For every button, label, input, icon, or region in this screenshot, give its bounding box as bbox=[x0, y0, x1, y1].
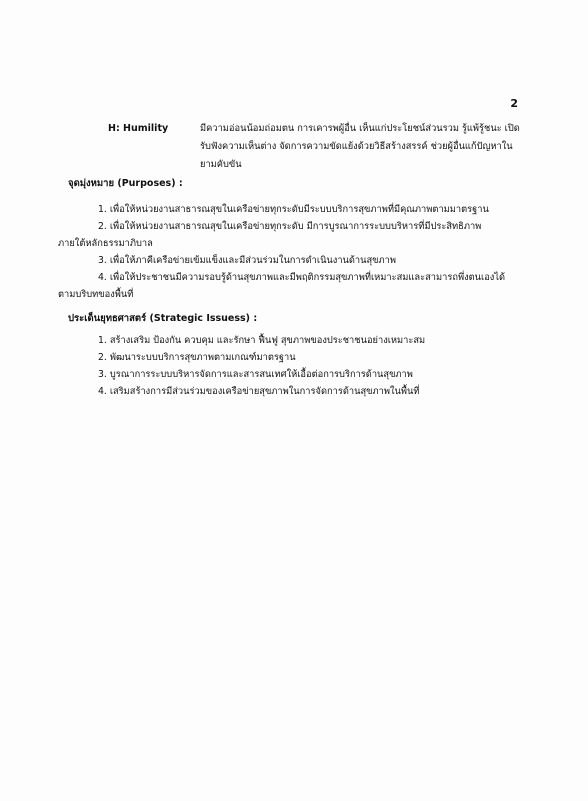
purpose-item-2 bbox=[58, 218, 528, 252]
purpose-item-4-cont: ตามบริบทของพื้นที่ bbox=[58, 289, 134, 300]
purpose-item-1-text: 1. เพื่อให้หน่วยงานสาธารณสุขในเครือข่ายทุกระดับมีระบบบริการสุขภาพที่มีคุณภาพตามมาตรฐาน bbox=[98, 204, 489, 215]
strategic-item-4 bbox=[68, 383, 528, 400]
strategic-item-1-text: 1. สร้างเสริม ป้องกัน ควบคุม และรักษา ฟื้นฟู สุขภาพของประชาชนอย่างเหมาะสม bbox=[98, 335, 426, 346]
humility-row bbox=[108, 120, 520, 174]
humility-text: มีความอ่อนน้อมถ่อมตน การเคารพผู้อื่น เห็นแก่ประโยชน์ส่วนรวม รู้แพ้รู้ชนะ เปิดรับฟังความเห็นต่าง จัดการความขัดแย้งด้วยวิธีสร้างสรรค์ ช่วยผู้อื่นแก้ปัญหาในยามคับขัน bbox=[200, 123, 520, 170]
page-number: 2 bbox=[510, 97, 518, 110]
strategic-section bbox=[68, 310, 528, 400]
strategic-item-2 bbox=[68, 349, 528, 366]
strategic-item-4-text: 4. เสริมสร้างการมีส่วนร่วมของเครือข่ายสุขภาพในการจัดการด้านสุขภาพในพื้นที่ bbox=[98, 386, 420, 397]
purpose-item-4-text: 4. เพื่อให้ประชาชนมีความรอบรู้ด้านสุขภาพและมีพฤติกรรมสุขภาพที่เหมาะสมและสามารถพึ่งตนเองได้ bbox=[98, 272, 506, 283]
purpose-item-2-text: 2. เพื่อให้หน่วยงานสาธารณสุขในเครือข่ายทุกระดับ มีการบูรณาการระบบบริหารที่มีประสิทธิภาพ bbox=[98, 221, 482, 232]
purpose-item-1 bbox=[68, 201, 528, 218]
strategic-item-2-text: 2. พัฒนาระบบบริการสุขภาพตามเกณฑ์มาตรฐาน bbox=[98, 352, 296, 363]
strategic-item-3 bbox=[68, 366, 528, 383]
strategic-item-1 bbox=[68, 332, 528, 349]
strategic-item-3-text: 3. บูรณาการระบบบริหารจัดการและสารสนเทศให้เอื้อต่อการบริการด้านสุขภาพ bbox=[98, 369, 413, 380]
purpose-item-3-text: 3. เพื่อให้ภาคีเครือข่ายเข้มแข็งและมีส่วนร่วมในการดำเนินงานด้านสุขภาพ bbox=[98, 255, 397, 266]
purpose-item-4 bbox=[58, 269, 528, 303]
purposes-title: จุดมุ่งหมาย (Purposes) : bbox=[68, 178, 183, 189]
strategic-title: ประเด็นยุทธศาสตร์ (Strategic Issuess) : bbox=[68, 313, 258, 324]
purpose-item-2-cont: ภายใต้หลักธรรมาภิบาล bbox=[58, 238, 153, 249]
humility-label: H: Humility bbox=[108, 123, 169, 134]
purposes-section bbox=[58, 175, 528, 303]
purpose-item-3 bbox=[68, 252, 528, 269]
